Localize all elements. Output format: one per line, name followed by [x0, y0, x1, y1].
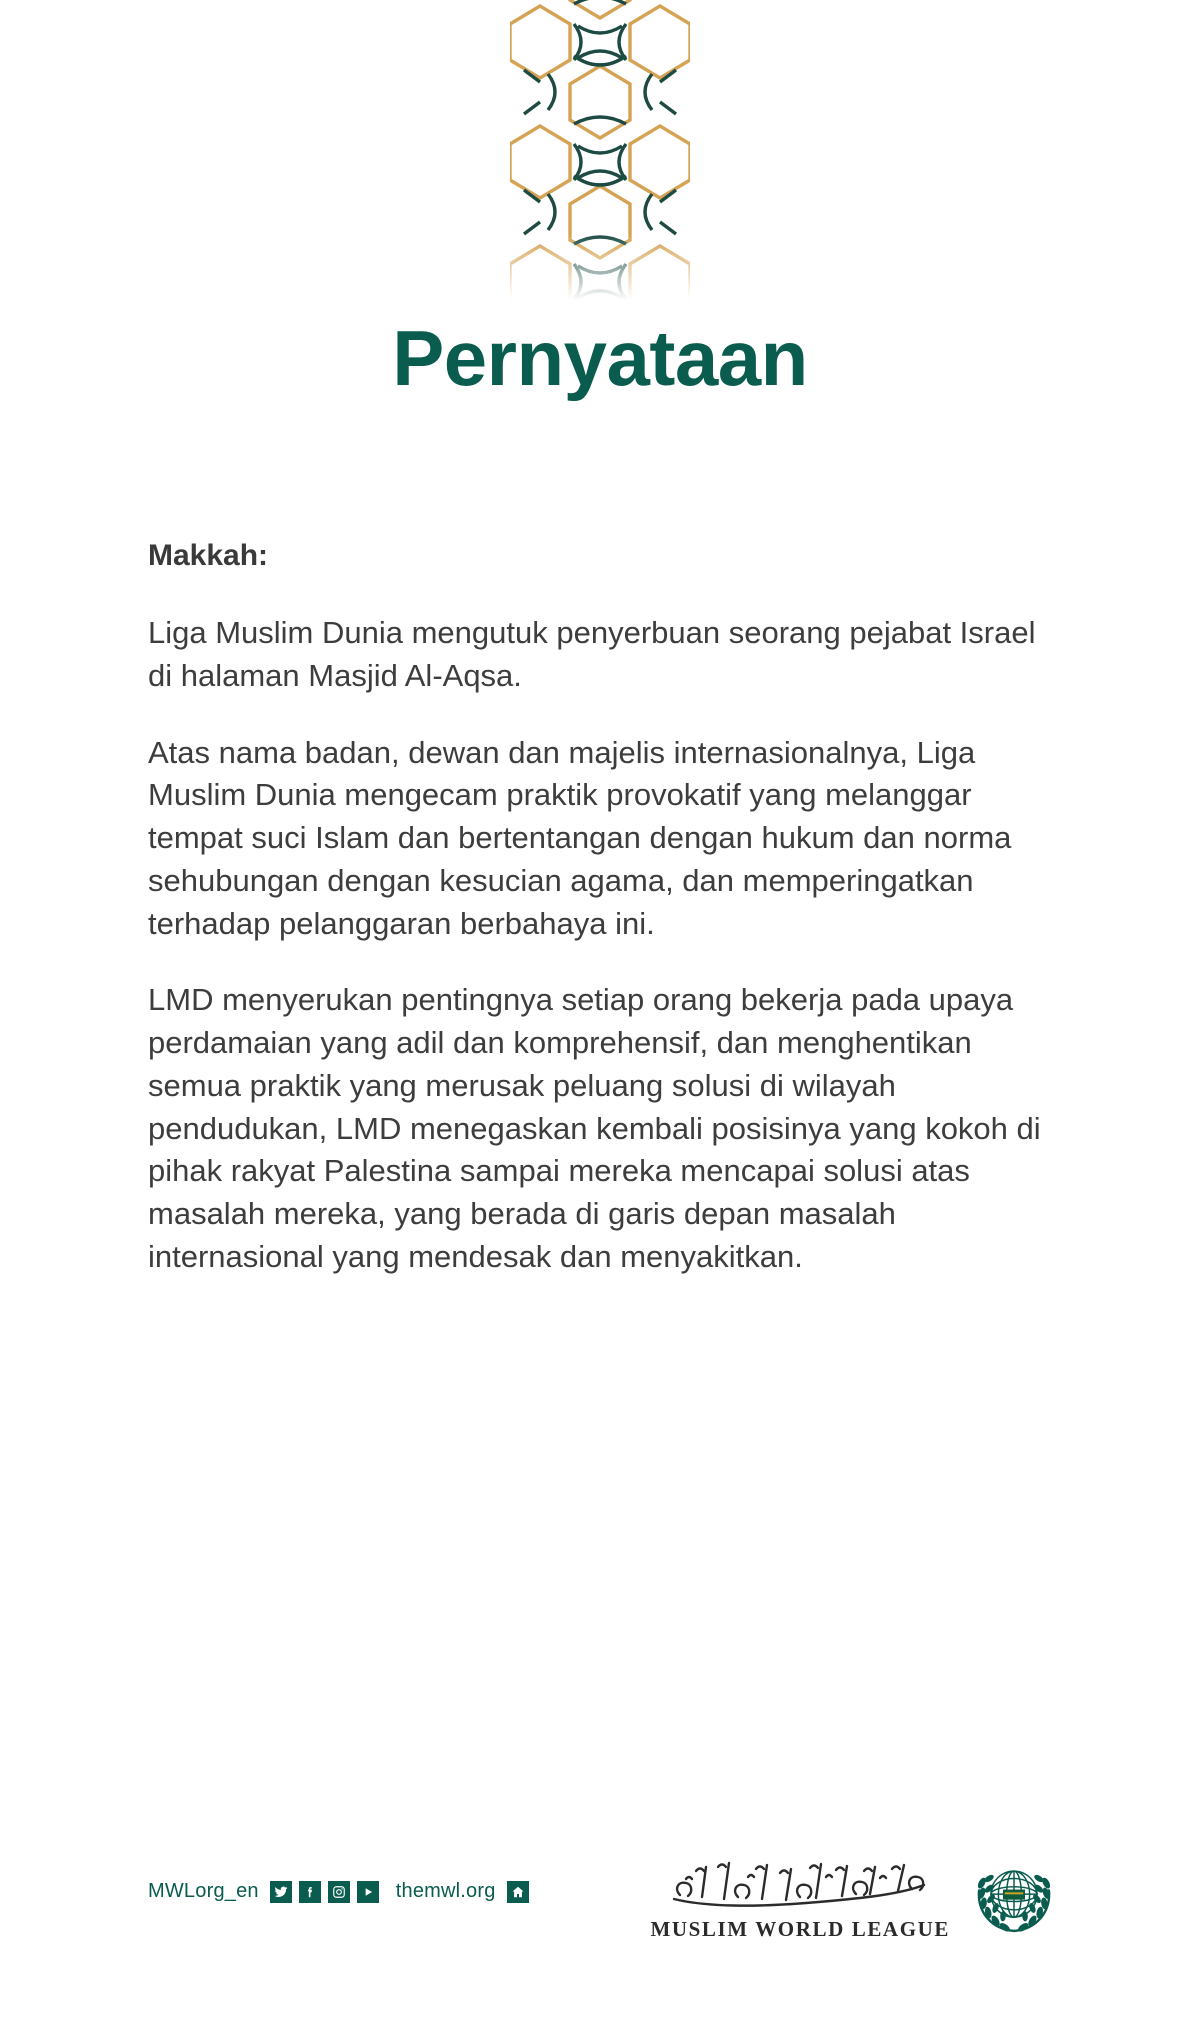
muslim-world-league-logo [650, 1850, 1060, 1942]
page-title: Pernyataan [392, 314, 808, 402]
islamic-geometric-ornament [510, 0, 690, 300]
facebook-icon[interactable] [299, 1881, 321, 1903]
social-links-row [148, 1880, 529, 1903]
logo-english-name: MUSLIM WORLD LEAGUE [650, 1916, 950, 1941]
social-handle[interactable]: MWLorg_en [148, 1880, 259, 1902]
dateline: Makkah: [148, 539, 269, 572]
statement-paragraph: Atas nama badan, dewan dan majelis internasionalnya, Liga Muslim Dunia mengecam praktik provokatif yang melanggar tempat suci Islam dan bertentangan dengan hukum dan norma sehubungan dengan kesucian agama, dan memperingatkan terhadap pelanggaran berbahaya ini. [148, 734, 1012, 941]
globe-laurel-emblem [968, 1850, 1060, 1942]
website-link[interactable]: themwl.org [395, 1880, 496, 1902]
logo-arabic-calligraphy [666, 1851, 934, 1913]
twitter-icon[interactable] [270, 1881, 292, 1903]
statement-body [148, 538, 1048, 1279]
statement-paragraph: Liga Muslim Dunia mengutuk penyerbuan seorang pejabat Israel di halaman Masjid Al-Aqsa. [148, 615, 1036, 693]
youtube-icon[interactable] [357, 1881, 379, 1903]
logo-text-column [650, 1851, 950, 1942]
home-icon[interactable] [507, 1881, 529, 1903]
footer [0, 1828, 1200, 2018]
instagram-icon[interactable] [328, 1881, 350, 1903]
statement-paragraph: LMD menyerukan pentingnya setiap orang bekerja pada upaya perdamaian yang adil dan komprehensif, dan menghentikan semua praktik yang merusak peluang solusi di wilayah pendudukan, LMD menegaskan kembali posisinya yang kokoh di pihak rakyat Palestina sampai mereka mencapai solusi atas masalah mereka, yang berada di garis depan masalah internasional yang mendesak dan menyakitkan. [148, 982, 1041, 1274]
